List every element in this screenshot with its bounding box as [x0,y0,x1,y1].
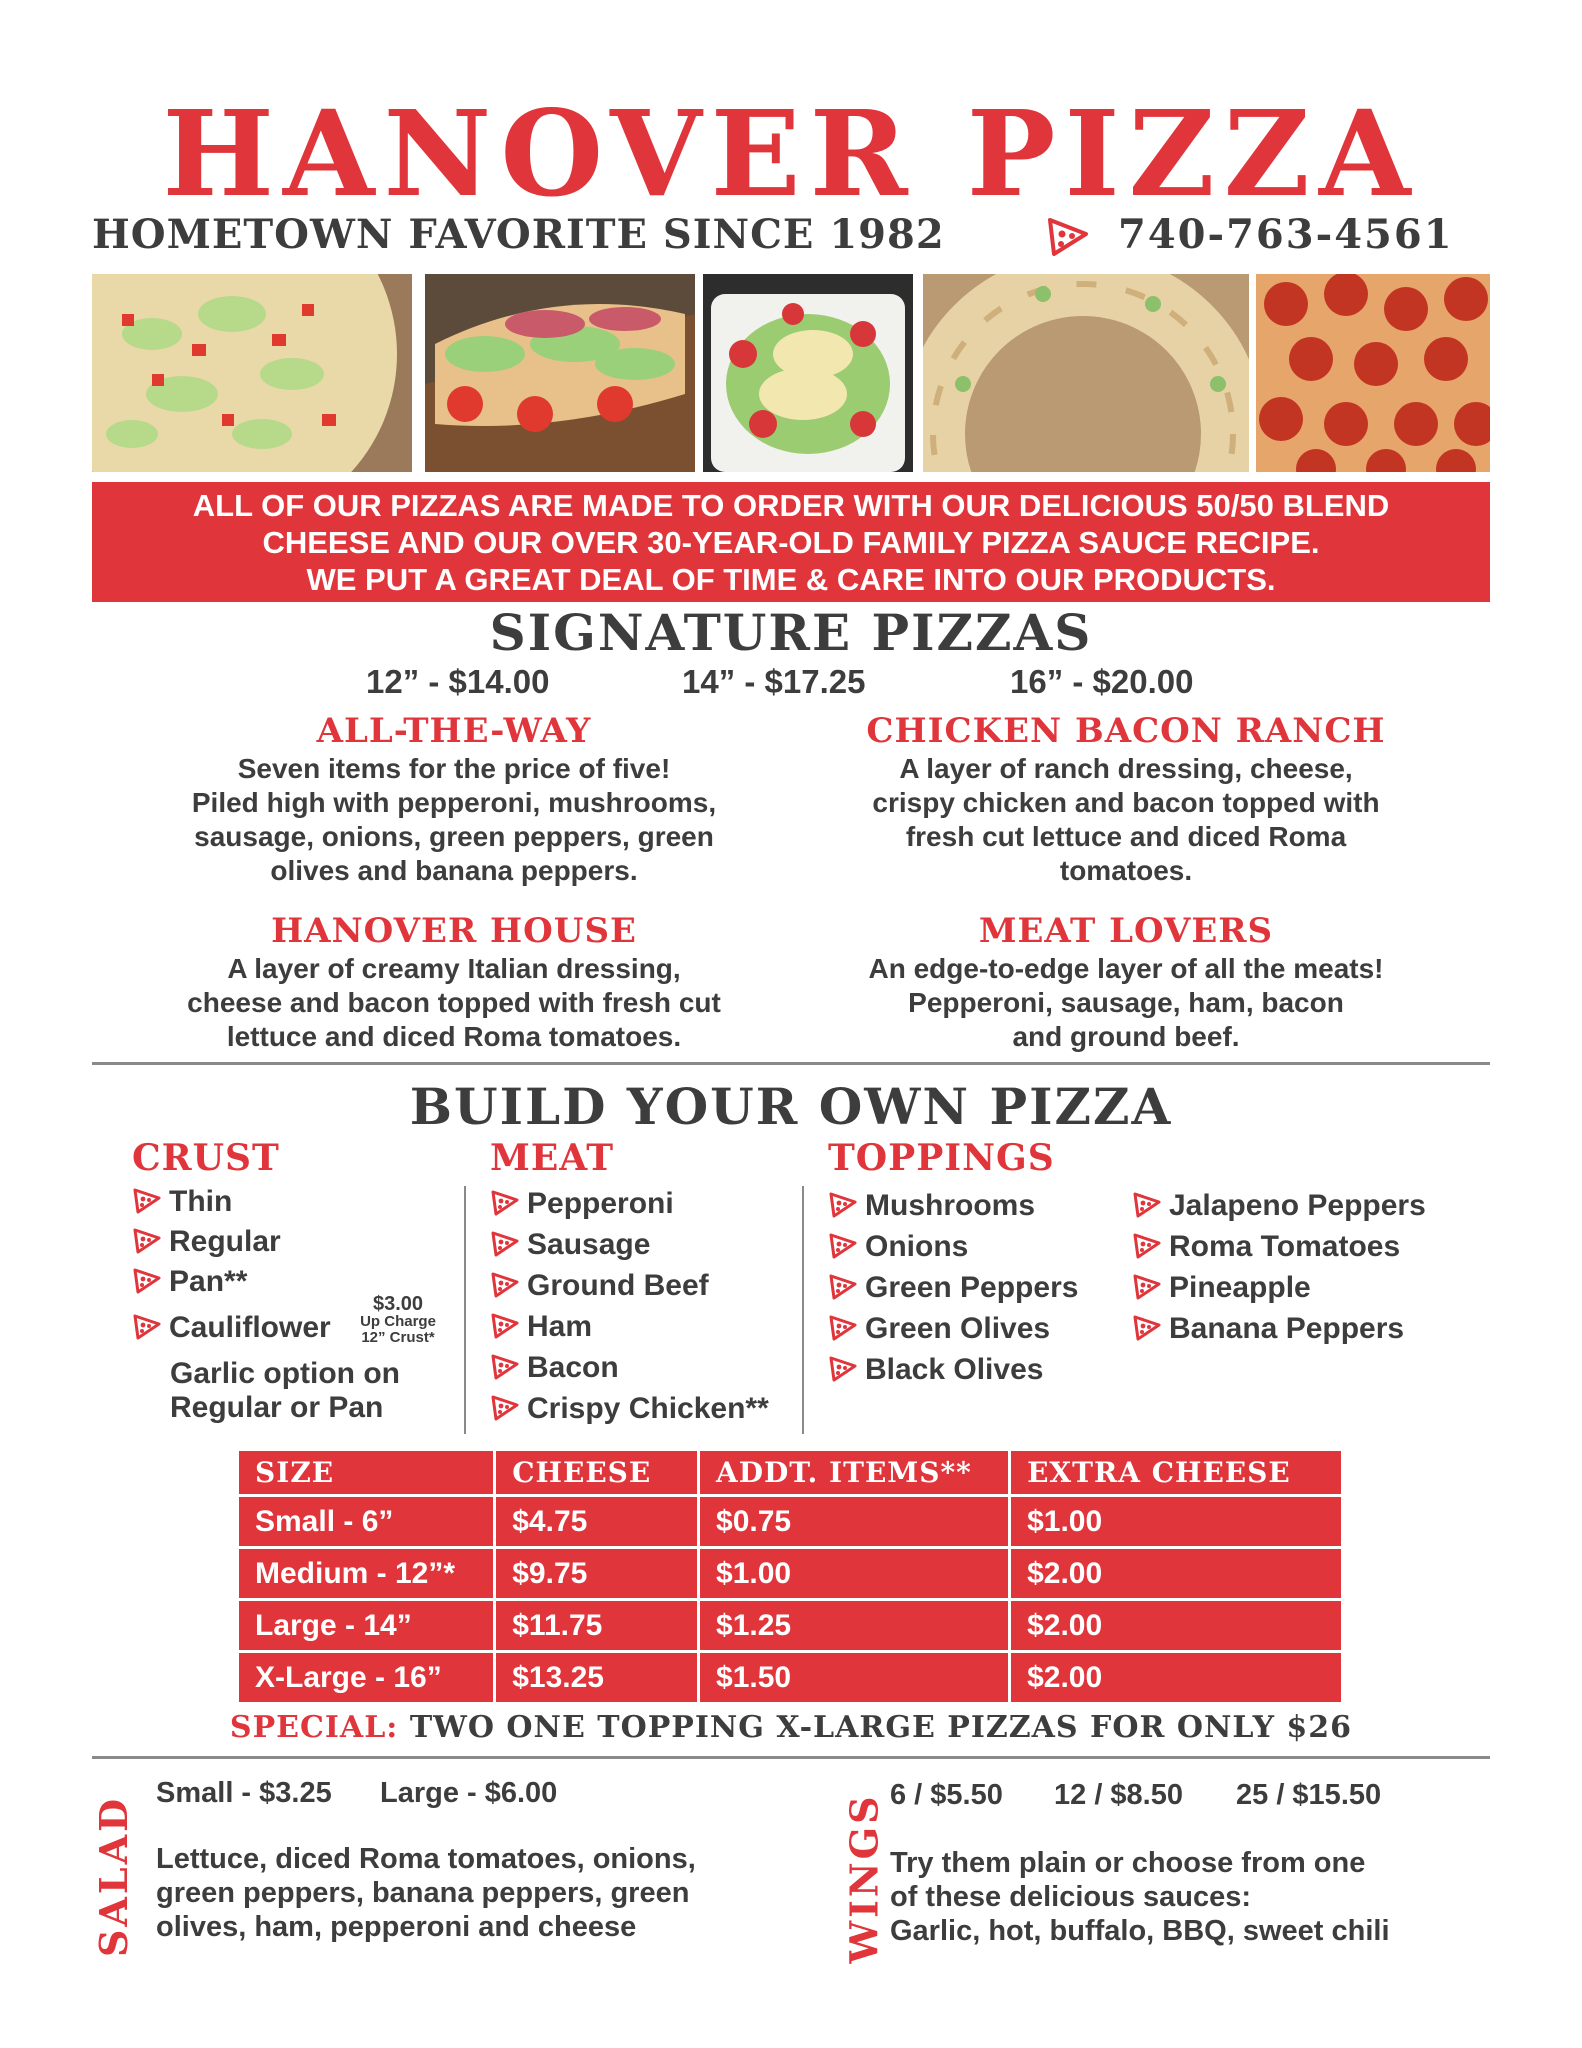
build-your-own-heading: BUILD YOUR OWN PIZZA [409,1077,1173,1136]
pizza-slice-icon [490,1187,520,1217]
signature-prices [0,660,1582,704]
meat-heading: MEAT [490,1137,615,1179]
special-text: TWO ONE TOPPING X-LARGE PIZZAS FOR ONLY $26 [398,1710,1353,1745]
pizza-desc-line: and ground beef. [1012,1021,1240,1052]
pizza-slice-icon [1132,1312,1162,1342]
cheese-price-cell: $11.75 [495,1600,699,1652]
size-cell: Large - 14” [238,1600,495,1652]
addt-items-cell: $1.25 [699,1600,1010,1652]
crust-label: Thin [169,1185,233,1218]
col-header-addt-items: ADDT. ITEMS** [699,1450,1010,1496]
stromboli-ring-photo [923,274,1249,472]
topping-option [828,1268,1078,1308]
pizza-name: CHICKEN BACON RANCH [866,711,1386,751]
phone-number: 740-763-4561 [1118,211,1454,258]
salad-heading: SALAD [91,1795,137,1957]
cauliflower-upcharge-note [350,1294,446,1346]
extra-cheese-cell: $2.00 [1010,1652,1343,1704]
pizza-desc-line: sausage, onions, green peppers, green [194,821,714,852]
column-divider [802,1186,804,1434]
special-label: SPECIAL: [229,1710,399,1745]
table-row [238,1496,1343,1548]
pizza-all-the-way [104,710,804,888]
tagline: HOMETOWN FAVORITE SINCE 1982 [92,211,945,258]
price-12: 12” - $14.00 [366,663,550,700]
wings-price-25: 25 / $15.50 [1236,1779,1382,1811]
crust-option [132,1262,247,1302]
pizza-slice-icon [1132,1230,1162,1260]
col-header-extra-cheese: EXTRA CHEESE [1010,1450,1343,1496]
topping-label: Green Olives [865,1312,1051,1345]
meat-label: Ham [527,1310,593,1343]
pizza-slice-icon [828,1271,858,1301]
addt-items-cell: $1.50 [699,1652,1010,1704]
pizza-desc-line: Seven items for the price of five! [237,753,671,784]
wings-desc-line: Try them plain or choose from one [890,1847,1366,1879]
pizza-desc-line: A layer of creamy Italian dressing, [227,953,681,984]
topping-option [1132,1309,1404,1349]
size-cell: Medium - 12”* [238,1548,495,1600]
topping-label: Jalapeno Peppers [1169,1189,1426,1222]
price-14: 14” - $17.25 [682,663,866,700]
size-price-table [236,1448,1344,1705]
meat-label: Sausage [527,1228,651,1261]
topping-label: Mushrooms [865,1189,1036,1222]
pizza-slice-icon [132,1185,162,1215]
special-offer [0,1706,1582,1750]
salad-desc-line: Lettuce, diced Roma tomatoes, onions, [156,1843,696,1875]
meat-option [490,1348,619,1388]
section-divider [92,1062,1490,1065]
extra-cheese-cell: $2.00 [1010,1548,1343,1600]
pizza-slice-icon [132,1265,162,1295]
meat-label: Pepperoni [527,1187,674,1220]
meat-label: Ground Beef [527,1269,709,1302]
topping-label: Onions [865,1230,969,1263]
topping-option [828,1227,968,1267]
crust-note: Regular or Pan [170,1391,384,1424]
crust-heading: CRUST [132,1137,280,1179]
pizza-name: HANOVER HOUSE [271,911,637,951]
addt-items-cell: $1.00 [699,1548,1010,1600]
pizza-name: MEAT LOVERS [978,911,1274,951]
topping-label: Pineapple [1169,1271,1311,1304]
crust-note: Garlic option on [170,1357,400,1390]
meat-option [490,1225,650,1265]
table-row [238,1600,1343,1652]
pizza-slice-icon [490,1392,520,1422]
banner-line: WE PUT A GREAT DEAL OF TIME & CARE INTO OUR PRODUCTS. [306,561,1276,597]
wings-heading: WINGS [841,1792,887,1964]
wings-price-6: 6 / $5.50 [890,1779,1003,1811]
pizza-desc-line: cheese and bacon topped with fresh cut [187,987,721,1018]
topping-option [828,1186,1035,1226]
salad-price-small: Small - $3.25 [156,1777,332,1809]
table-row [238,1652,1343,1704]
quality-banner [92,482,1490,602]
banner-line: CHEESE AND OUR OVER 30-YEAR-OLD FAMILY PIZZA SAUCE RECIPE. [262,524,1320,560]
meat-option [490,1266,709,1306]
pizza-chicken-bacon-ranch [776,710,1476,888]
topping-label: Banana Peppers [1169,1312,1405,1345]
pizza-desc-line: An edge-to-edge layer of all the meats! [868,953,1384,984]
pizza-slice-icon [490,1269,520,1299]
restaurant-title: HANOVER PIZZA [162,84,1420,223]
section-divider [92,1756,1490,1759]
extra-cheese-cell: $1.00 [1010,1496,1343,1548]
pizza-desc-line: olives and banana peppers. [270,855,638,886]
pizza-desc-line: A layer of ranch dressing, cheese, [899,753,1353,784]
topping-label: Green Peppers [865,1271,1079,1304]
meat-option [490,1389,769,1429]
pizza-hanover-house [104,910,804,1054]
pizza-name: ALL-THE-WAY [316,711,592,751]
banner-line: ALL OF OUR PIZZAS ARE MADE TO ORDER WITH OUR DELICIOUS 50/50 BLEND [192,487,1390,523]
pizza-desc-line: tomatoes. [1059,855,1193,886]
crust-label: Regular [169,1225,281,1258]
crust-label: Cauliflower [169,1311,331,1344]
pizza-slice-icon [828,1230,858,1260]
wings-desc-line: of these delicious sauces: [890,1881,1252,1913]
size-cell: X-Large - 16” [238,1652,495,1704]
meat-label: Bacon [527,1351,619,1384]
pizza-slice-icon [828,1353,858,1383]
price-16: 16” - $20.00 [1010,663,1194,700]
column-divider [464,1186,466,1434]
sub-sandwich-photo [425,274,695,472]
salad-desc-line: green peppers, banana peppers, green [156,1877,690,1909]
wings-desc-line: Garlic, hot, buffalo, BBQ, sweet chili [890,1915,1390,1947]
pizza-slice-icon [490,1351,520,1381]
upcharge-label: Up Charge [360,1313,436,1330]
meat-option [490,1307,592,1347]
cheese-price-cell: $13.25 [495,1652,699,1704]
crust-option [132,1182,232,1222]
table-header-row [238,1450,1343,1496]
pizza-meat-lovers [776,910,1476,1054]
pizza-slice-icon [490,1310,520,1340]
size-cell: Small - 6” [238,1496,495,1548]
pizza-desc-line: lettuce and diced Roma tomatoes. [226,1021,682,1052]
pizza-desc-line: Pepperoni, sausage, ham, bacon [908,987,1344,1018]
signature-pizzas-heading: SIGNATURE PIZZAS [489,603,1093,662]
upcharge-price: $3.00 [372,1293,424,1315]
meat-option [490,1184,674,1224]
crust-label: Pan** [169,1265,248,1298]
toppings-heading: TOPPINGS [828,1137,1055,1179]
salad-desc-line: olives, ham, pepperoni and cheese [156,1911,637,1943]
salad-pizza-photo [92,274,412,472]
pizza-desc-line: fresh cut lettuce and diced Roma [905,821,1347,852]
crust-option [132,1222,281,1262]
pepperoni-pizza-photo [1256,274,1490,472]
pizza-desc-line: crispy chicken and bacon topped with [872,787,1380,818]
crust-option [132,1308,331,1348]
pizza-slice-icon [1044,212,1092,260]
extra-cheese-cell: $2.00 [1010,1600,1343,1652]
pizza-slice-icon [490,1228,520,1258]
topping-option [1132,1268,1311,1308]
addt-items-cell: $0.75 [699,1496,1010,1548]
topping-label: Black Olives [865,1353,1044,1386]
topping-label: Roma Tomatoes [1169,1230,1401,1263]
topping-option [828,1350,1043,1390]
pizza-slice-icon [132,1311,162,1341]
topping-option [1132,1186,1426,1226]
wings-price-12: 12 / $8.50 [1054,1779,1183,1811]
pizza-slice-icon [828,1312,858,1342]
pizza-slice-icon [828,1189,858,1219]
cheese-price-cell: $4.75 [495,1496,699,1548]
pizza-desc-line: Piled high with pepperoni, mushrooms, [191,787,717,818]
upcharge-size: 12” Crust* [361,1329,435,1346]
topping-option [828,1309,1050,1349]
table-row [238,1548,1343,1600]
salad-photo [703,274,913,472]
topping-option [1132,1227,1400,1267]
meat-label: Crispy Chicken** [527,1392,769,1425]
col-header-cheese: CHEESE [495,1450,699,1496]
salad-price-large: Large - $6.00 [380,1777,558,1809]
col-header-size: SIZE [238,1450,495,1496]
pizza-slice-icon [132,1225,162,1255]
pizza-slice-icon [1132,1271,1162,1301]
pizza-slice-icon [1132,1189,1162,1219]
cheese-price-cell: $9.75 [495,1548,699,1600]
